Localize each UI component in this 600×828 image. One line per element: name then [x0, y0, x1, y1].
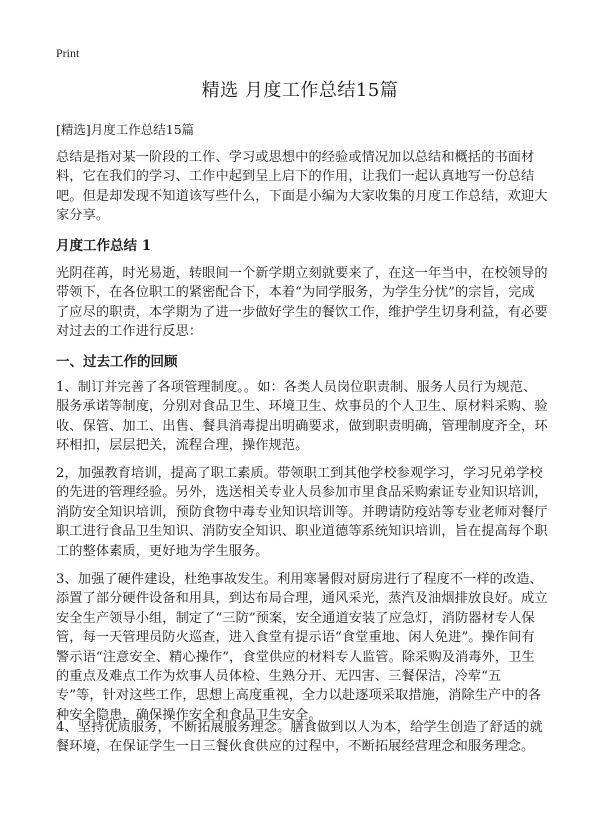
- list-item-1: 1、制订并完善了各项管理制度。。如：各类人员岗位职责制、服务人员行为规范、服务承诺等制度，分别对食品卫生、环境卫生、炊事员的个人卫生、原材料采购、验收、保管、加工、出售、餐具消毒提出明确要求，做到职责明确，管理制度齐全，环环相扣，层层把关，流程合理，操作规范。: [56, 380, 548, 454]
- sub-heading: 一、过去工作的回顾: [56, 354, 178, 370]
- section-paragraph: 光阴荏苒，时光易逝，转眼间一个新学期立刻就要来了，在这一年当中，在校领导的带领下，在各位职工的紧密配合下，本着“为同学服务，为学生分忧”的宗旨，完成了应尽的职责，本学期为了进一步做好学生的餐饮工作，维护学生切身利益，有必要对过去的工作进行反思：: [56, 266, 548, 340]
- list-item-2: 2，加强教育培训，提高了职工素质。带领职工到其他学校参观学习，学习兄弟学校的先进的管理经验。另外，选送相关专业人员参加市里食品采购索证专业知识培训，消防安全知识培训，预防食物中毒专业知识培训等。并聘请防疫站等专业老师对餐厅职工进行食品卫生知识、消防安全知识、职业道德等系统知识培训，旨在提高每个职工的整体素质，更好地为学生服务。: [56, 466, 548, 559]
- section-heading: 月度工作总结 1: [56, 238, 152, 254]
- page-title: 精选 月度工作总结15篇: [201, 80, 399, 101]
- list-item-3: 3、加强了硬件建设，杜绝事故发生。利用寒暑假对厨房进行了程度不一样的改造、添置了部分硬件设备和用具，到达布局合理，通风采光，蒸汽及油烟排放良好。成立安全生产领导小组，制定了“三防”预案，安全通道安装了应急灯，消防器材专人保管，每一天管理员防火巡查，进入食堂有提示语“食堂重地、闲人免进”。操作间有警示语“注意安全、精心操作”，食堂供应的材料专人监管。除采购及消毒外，卫生的重点及难点工作为炊事人员体检、生熟分开、无四害、三餐保洁，冷荤“五专”等，针对这些工作，思想上高度重视，全力以赴逐项采取措施，消除生产中的各种安全隐患，确保操作安全和食品卫生安全。: [56, 572, 548, 723]
- list-item-4: 4、坚持优质服务，不断拓展服务理念。膳食做到以人为本，给学生创造了舒适的就餐环境，在保证学生一日三餐伙食供应的过程中，不断拓展经营理念和服务理念。: [56, 720, 543, 755]
- print-link[interactable]: Print: [56, 46, 80, 60]
- document-subtitle: [精选]月度工作总结15篇: [56, 122, 195, 137]
- intro-paragraph: 总结是指对某一阶段的工作、学习或思想中的经验或情况加以总结和概括的书面材料，它在我们的学习、工作中起到呈上启下的作用，让我们一起认真地写一份总结吧。但是却发现不知道该写些什么，下面是小编为大家收集的月度工作总结，欢迎大家分享。: [56, 150, 548, 224]
